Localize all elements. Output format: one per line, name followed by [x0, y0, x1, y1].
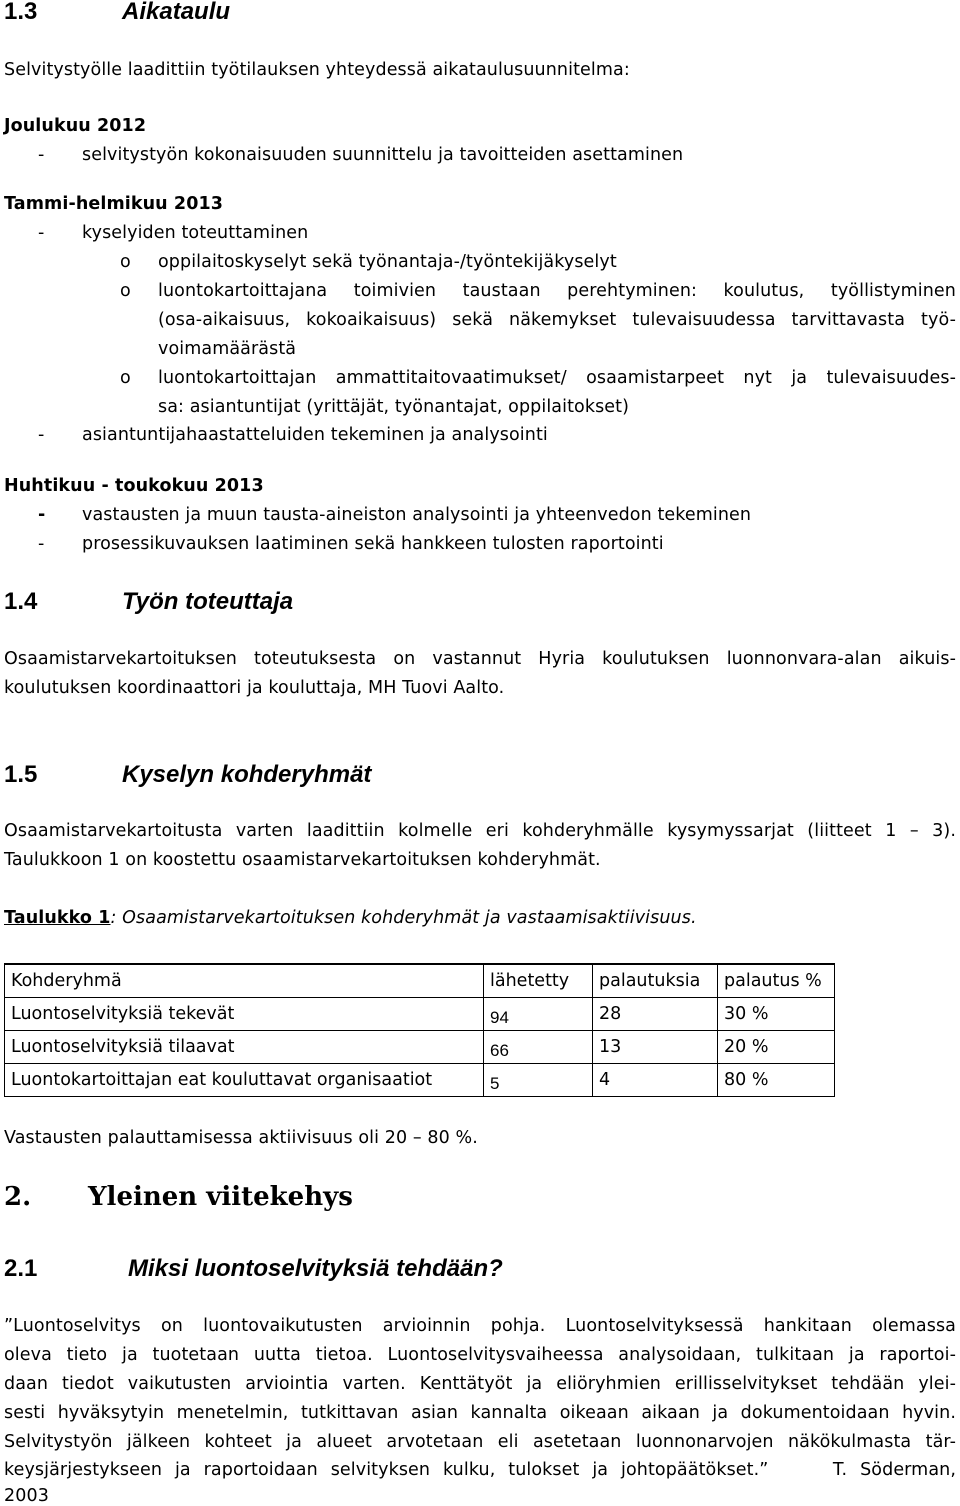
- dash-marker: -: [38, 505, 46, 525]
- sub-list-item-continued: (osa-aikaisuus, kokoaikaisuus) sekä näkemykset tulevaisuudessa tarvittavasta työ-: [158, 310, 956, 330]
- table-cell: 80 %: [718, 1064, 835, 1097]
- section-number-1-4: 1.4: [4, 588, 38, 615]
- list-item: selvitystyön kokonaisuuden suunnittelu ja tavoitteiden asettaminen: [82, 145, 684, 165]
- chapter-number-2: 2.: [4, 1182, 32, 1212]
- sub-list-item: luontokartoittajan ammattitaitovaatimukset/ osaamistarpeet nyt ja tulevaisuudes-: [158, 368, 956, 388]
- quote-line: Selvitystyön jälkeen kohteet ja alueet arvotetaan eli asetetaan luonnonarvojen näkökulmasta tär-: [4, 1432, 956, 1452]
- paragraph-line: Vastausten palauttamisessa aktiivisuus oli 20 – 80 %.: [4, 1128, 478, 1148]
- schedule-intro: Selvitystyölle laadittiin työtilauksen yhteydessä aikataulusuunnitelma:: [4, 60, 630, 80]
- bullet-marker: o: [120, 252, 131, 272]
- paragraph-line: Osaamistarvekartoitusta varten laadittiin kolmelle eri kohderyhmälle kysymyssarjat (liitteet 1 – 3).: [4, 821, 956, 841]
- table-header-cell: Kohderyhmä: [5, 964, 484, 998]
- quote-line: 2003: [4, 1486, 49, 1506]
- list-item: asiantuntijahaastatteluiden tekeminen ja analysointi: [82, 425, 548, 445]
- quote-line: ”Luontoselvitys on luontovaikutusten arvioinnin pohja. Luontoselvityksessä hankitaan olemassa: [4, 1316, 956, 1336]
- chapter-title: Yleinen viitekehys: [88, 1182, 353, 1212]
- period-heading: Tammi-helmikuu 2013: [4, 194, 224, 214]
- dash-marker: -: [38, 534, 45, 554]
- quote-line: daan tiedot vaikutusten arviointia varten. Kenttätyöt ja eliöryhmien erillisselvitykset tehdään ylei-: [4, 1374, 956, 1394]
- table-cell: 20 %: [718, 1031, 835, 1064]
- table-row: [5, 998, 835, 1031]
- list-item: kyselyiden toteuttaminen: [82, 223, 309, 243]
- section-title-toteuttaja: Työn toteuttaja: [122, 588, 294, 615]
- quote-line: sesti hyväksytyin menetelmin, tutkittavan asian kannalta oikeaan aikaan ja dokumentoidaan hyvin.: [4, 1403, 956, 1423]
- bullet-marker: o: [120, 281, 131, 301]
- table-header-cell: palautuksia: [593, 964, 718, 998]
- quote-line: oleva tieto ja tuotetaan uutta tietoa. Luontoselvitysvaiheessa analysoidaan, tulkitaan ja raportoi-: [4, 1345, 956, 1365]
- table-cell: [484, 1031, 593, 1064]
- period-heading: Huhtikuu - toukokuu 2013: [4, 476, 264, 496]
- table-header-cell: palautus %: [718, 964, 835, 998]
- sub-list-item-continued: sa: asiantuntijat (yrittäjät, työnantajat, oppilaitokset): [158, 397, 630, 417]
- bullet-marker: o: [120, 368, 131, 388]
- dash-marker: -: [38, 145, 45, 165]
- table-header-row: [5, 964, 835, 998]
- table-caption-label: Taulukko 1: [4, 908, 111, 928]
- table-cell: Luontoselvityksiä tilaavat: [5, 1031, 484, 1064]
- table-cell: Luontoselvityksiä tekevät: [5, 998, 484, 1031]
- table-header-cell: lähetetty: [484, 964, 593, 998]
- table-cell-value: 94: [490, 1008, 509, 1027]
- table-cell: 28: [593, 998, 718, 1031]
- table-row: [5, 1064, 835, 1097]
- table-cell: Luontokartoittajan eat kouluttavat organisaatiot: [5, 1064, 484, 1097]
- table-cell: 30 %: [718, 998, 835, 1031]
- section-number-2-1: 2.1: [4, 1255, 38, 1282]
- dash-marker: -: [38, 223, 45, 243]
- table-cell-value: 5: [490, 1074, 500, 1093]
- paragraph-line: Taulukkoon 1 on koostettu osaamistarvekartoituksen kohderyhmät.: [4, 850, 601, 870]
- paragraph-line: koulutuksen koordinaattori ja kouluttaja, MH Tuovi Aalto.: [4, 678, 505, 698]
- sub-list-item: luontokartoittajana toimivien taustaan perehtyminen: koulutus, työllistyminen: [158, 281, 956, 301]
- table-caption: [4, 908, 697, 928]
- table-caption-text: : Osaamistarvekartoituksen kohderyhmät ja vastaamisaktiivisuus.: [110, 908, 697, 928]
- section-title-aikataulu: Aikataulu: [122, 0, 231, 25]
- paragraph-line: Osaamistarvekartoituksen toteutuksesta on vastannut Hyria koulutuksen luonnonvara-alan aikuis-: [4, 649, 956, 669]
- table-cell: [484, 998, 593, 1031]
- dash-marker: -: [38, 425, 45, 445]
- table-cell: 13: [593, 1031, 718, 1064]
- list-item: prosessikuvauksen laatiminen sekä hankkeen tulosten raportointi: [82, 534, 664, 554]
- quote-line: keysjärjestykseen ja raportoidaan selvityksen kulku, tulokset ja johtopäätökset.” T. Söderman,: [4, 1460, 956, 1480]
- section-number-1-3: 1.3: [4, 0, 38, 25]
- sub-list-item-continued: voimamäärästä: [158, 339, 297, 359]
- sub-list-item: oppilaitoskyselyt sekä työnantaja-/työntekijäkyselyt: [158, 252, 617, 272]
- table-row: [5, 1031, 835, 1064]
- table-cell: [484, 1064, 593, 1097]
- list-item: vastausten ja muun tausta-aineiston analysointi ja yhteenvedon tekeminen: [82, 505, 752, 525]
- section-title-kohderyhmat: Kyselyn kohderyhmät: [122, 761, 372, 788]
- period-heading: Joulukuu 2012: [4, 116, 147, 136]
- table-cell-value: 66: [490, 1041, 509, 1060]
- target-groups-table: [4, 963, 835, 1097]
- section-number-1-5: 1.5: [4, 761, 38, 788]
- table-cell: 4: [593, 1064, 718, 1097]
- section-title-miksi: Miksi luontoselvityksiä tehdään?: [128, 1255, 503, 1282]
